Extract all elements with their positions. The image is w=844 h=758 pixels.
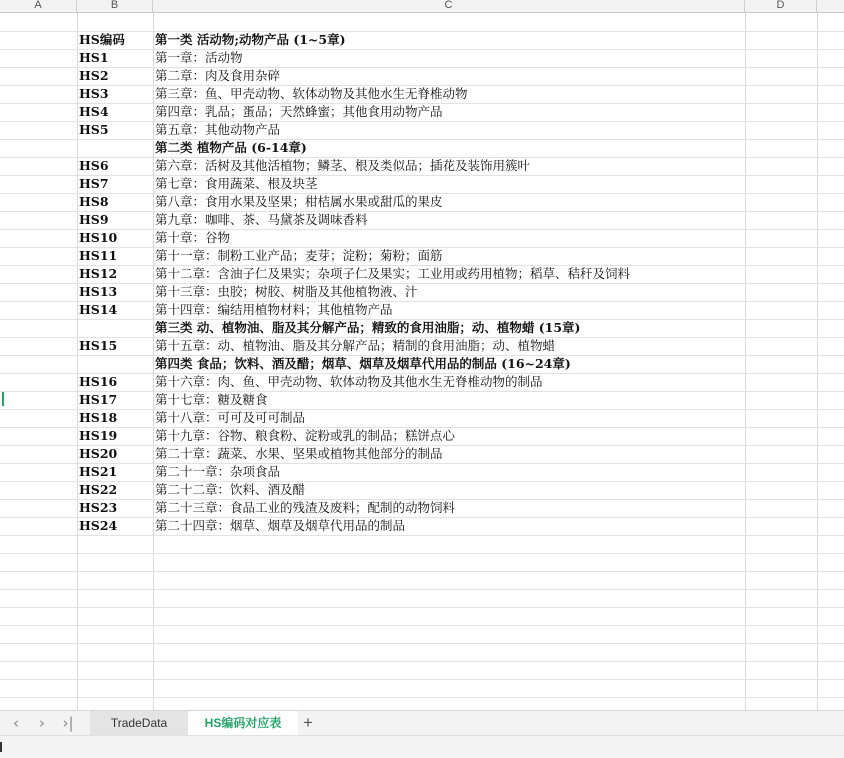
table-row — [0, 481, 844, 499]
table-row — [0, 499, 844, 517]
table-row — [0, 193, 844, 211]
hs-code-cell[interactable]: HS21 — [79, 464, 118, 479]
hs-code-cell[interactable]: HS8 — [79, 194, 109, 209]
table-row — [0, 409, 844, 427]
hs-code-cell[interactable]: HS9 — [79, 212, 109, 227]
chapter-description-cell[interactable]: 第十四章：编结用植物材料；其他植物产品 — [155, 302, 393, 317]
column-header-d[interactable]: D — [745, 0, 817, 12]
grid-horizontal-line — [0, 589, 844, 590]
table-row — [0, 319, 844, 337]
chapter-description-cell[interactable]: 第十三章：虫胶；树胶、树脂及其他植物液、汁 — [155, 284, 418, 299]
hs-code-cell[interactable]: HS13 — [79, 284, 118, 299]
chapter-description-cell[interactable]: 第七章：食用蔬菜、根及块茎 — [155, 176, 318, 191]
chapter-description-cell[interactable]: 第二章：肉及食用杂碎 — [155, 68, 281, 83]
hs-code-cell[interactable] — [79, 319, 149, 337]
hs-code-cell[interactable]: HS1 — [79, 50, 109, 65]
chapter-description-cell[interactable]: 第十九章：谷物、粮食粉、淀粉或乳的制品；糕饼点心 — [155, 428, 456, 443]
column-header-a[interactable]: A — [0, 0, 77, 12]
hs-code-cell[interactable]: HS7 — [79, 176, 109, 191]
table-row — [0, 265, 844, 283]
hs-code-cell[interactable]: HS11 — [79, 248, 118, 263]
table-row — [0, 247, 844, 265]
table-row — [0, 67, 844, 85]
table-row — [0, 355, 844, 373]
grid-horizontal-line — [0, 697, 844, 698]
chapter-description-cell[interactable]: 第八章：食用水果及坚果；柑桔属水果或甜瓜的果皮 — [155, 194, 443, 209]
grid-horizontal-line — [0, 643, 844, 644]
table-row — [0, 157, 844, 175]
chapter-description-cell[interactable]: 第六章：活树及其他活植物；鳞茎、根及类似品；插花及装饰用簇叶 — [155, 158, 531, 173]
hs-code-cell[interactable]: HS24 — [79, 518, 118, 533]
status-bar — [0, 735, 844, 758]
category-heading-cell[interactable]: 第二类 植物产品 (6-14章) — [155, 140, 307, 155]
hs-code-cell[interactable]: HS16 — [79, 374, 118, 389]
table-row — [0, 139, 844, 157]
hs-code-cell[interactable]: HS4 — [79, 104, 109, 119]
chapter-description-cell[interactable]: 第十一章：制粉工业产品；麦芽；淀粉；菊粉；面筋 — [155, 248, 443, 263]
grid-horizontal-line — [0, 625, 844, 626]
hs-code-cell[interactable]: HS19 — [79, 428, 118, 443]
hs-code-cell[interactable]: HS14 — [79, 302, 118, 317]
table-row — [0, 121, 844, 139]
table-row — [0, 517, 844, 535]
hs-code-cell[interactable]: HS23 — [79, 500, 118, 515]
table-row — [0, 391, 844, 409]
column-header-b[interactable]: B — [77, 0, 153, 12]
next-sheet-nav-icon[interactable]: › — [39, 714, 45, 732]
table-row — [0, 175, 844, 193]
first-sheet-nav-icon[interactable]: ‹ — [13, 714, 19, 732]
chapter-description-cell[interactable]: 第十章：谷物 — [155, 230, 231, 245]
table-row — [0, 373, 844, 391]
hs-code-cell[interactable]: HS10 — [79, 230, 118, 245]
hs-code-cell[interactable]: HS20 — [79, 446, 118, 461]
last-sheet-nav-icon[interactable]: ›| — [62, 714, 74, 732]
chapter-description-cell[interactable]: 第十七章：糖及糖食 — [155, 392, 268, 407]
hs-code-cell[interactable]: HS12 — [79, 266, 118, 281]
table-row — [0, 103, 844, 121]
chapter-description-cell[interactable]: 第二十四章：烟草、烟草及烟草代用品的制品 — [155, 518, 406, 533]
table-row — [0, 301, 844, 319]
column-header-c[interactable]: C — [153, 0, 745, 12]
chapter-description-cell[interactable]: 第二十二章：饮料、酒及醋 — [155, 482, 306, 497]
chapter-description-cell[interactable]: 第一章：活动物 — [155, 50, 243, 65]
category-heading-cell[interactable]: 第一类 活动物;动物产品 (1~5章) — [155, 32, 346, 47]
sheet-tab-bar — [0, 710, 844, 735]
chapter-description-cell[interactable]: 第十八章：可可及可可制品 — [155, 410, 306, 425]
table-row — [0, 31, 844, 49]
chapter-description-cell[interactable]: 第五章：其他动物产品 — [155, 122, 281, 137]
table-row — [0, 445, 844, 463]
hs-code-cell[interactable]: HS2 — [79, 68, 109, 83]
grid-horizontal-line — [0, 607, 844, 608]
chapter-description-cell[interactable]: 第四章：乳品；蛋品；天然蜂蜜；其他食用动物产品 — [155, 104, 443, 119]
table-row — [0, 427, 844, 445]
chapter-description-cell[interactable]: 第十二章：含油子仁及果实；杂项子仁及果实；工业用或药用植物；稻草、秸秆及饲料 — [155, 266, 631, 281]
chapter-description-cell[interactable]: 第二十三章：食品工业的残渣及废料；配制的动物饲料 — [155, 500, 456, 515]
column-header-bar — [0, 0, 844, 13]
tab-hs-code-table[interactable]: HS编码对应表 — [188, 711, 298, 735]
table-row — [0, 337, 844, 355]
hs-code-cell[interactable]: HS3 — [79, 86, 109, 101]
table-row — [0, 463, 844, 481]
grid-horizontal-line — [0, 679, 844, 680]
chapter-description-cell[interactable]: 第三章：鱼、甲壳动物、软体动物及其他水生无脊椎动物 — [155, 86, 468, 101]
hs-code-cell[interactable]: HS17 — [79, 392, 118, 407]
chapter-description-cell[interactable]: 第二十章：蔬菜、水果、坚果或植物其他部分的制品 — [155, 446, 443, 461]
category-heading-cell[interactable]: 第三类 动、植物油、脂及其分解产品；精致的食用油脂；动、植物蜡 (15章) — [155, 320, 581, 335]
table-row — [0, 211, 844, 229]
chapter-description-cell[interactable]: 第二十一章：杂项食品 — [155, 464, 281, 479]
table-row — [0, 85, 844, 103]
table-row — [0, 49, 844, 67]
grid-horizontal-line — [0, 553, 844, 554]
grid-horizontal-line — [0, 535, 844, 536]
chapter-description-cell[interactable]: 第十五章：动、植物油、脂及其分解产品；精制的食用油脂；动、植物蜡 — [155, 338, 556, 353]
hs-code-cell[interactable]: HS22 — [79, 482, 118, 497]
category-heading-cell[interactable]: 第四类 食品；饮料、酒及醋；烟草、烟草及烟草代用品的制品 (16~24章) — [155, 356, 571, 371]
hs-code-cell[interactable] — [79, 355, 149, 373]
chapter-description-cell[interactable]: 第十六章：肉、鱼、甲壳动物、软体动物及其他水生无脊椎动物的制品 — [155, 374, 543, 389]
table-row — [0, 229, 844, 247]
grid-horizontal-line — [0, 661, 844, 662]
tab-tradedata[interactable]: TradeData — [90, 711, 188, 735]
hs-code-cell[interactable]: HS15 — [79, 338, 118, 353]
table-row — [0, 283, 844, 301]
chapter-description-cell[interactable]: 第九章：咖啡、茶、马黛茶及调味香料 — [155, 212, 368, 227]
hs-code-cell[interactable]: HS18 — [79, 410, 118, 425]
hs-code-cell[interactable]: HS5 — [79, 122, 109, 137]
add-sheet-button[interactable]: + — [303, 713, 313, 732]
grid-horizontal-line — [0, 571, 844, 572]
hs-code-cell[interactable]: HS编码 — [79, 32, 125, 47]
hs-code-cell[interactable] — [79, 139, 149, 157]
status-indicator — [0, 742, 2, 752]
hs-code-cell[interactable]: HS6 — [79, 158, 109, 173]
